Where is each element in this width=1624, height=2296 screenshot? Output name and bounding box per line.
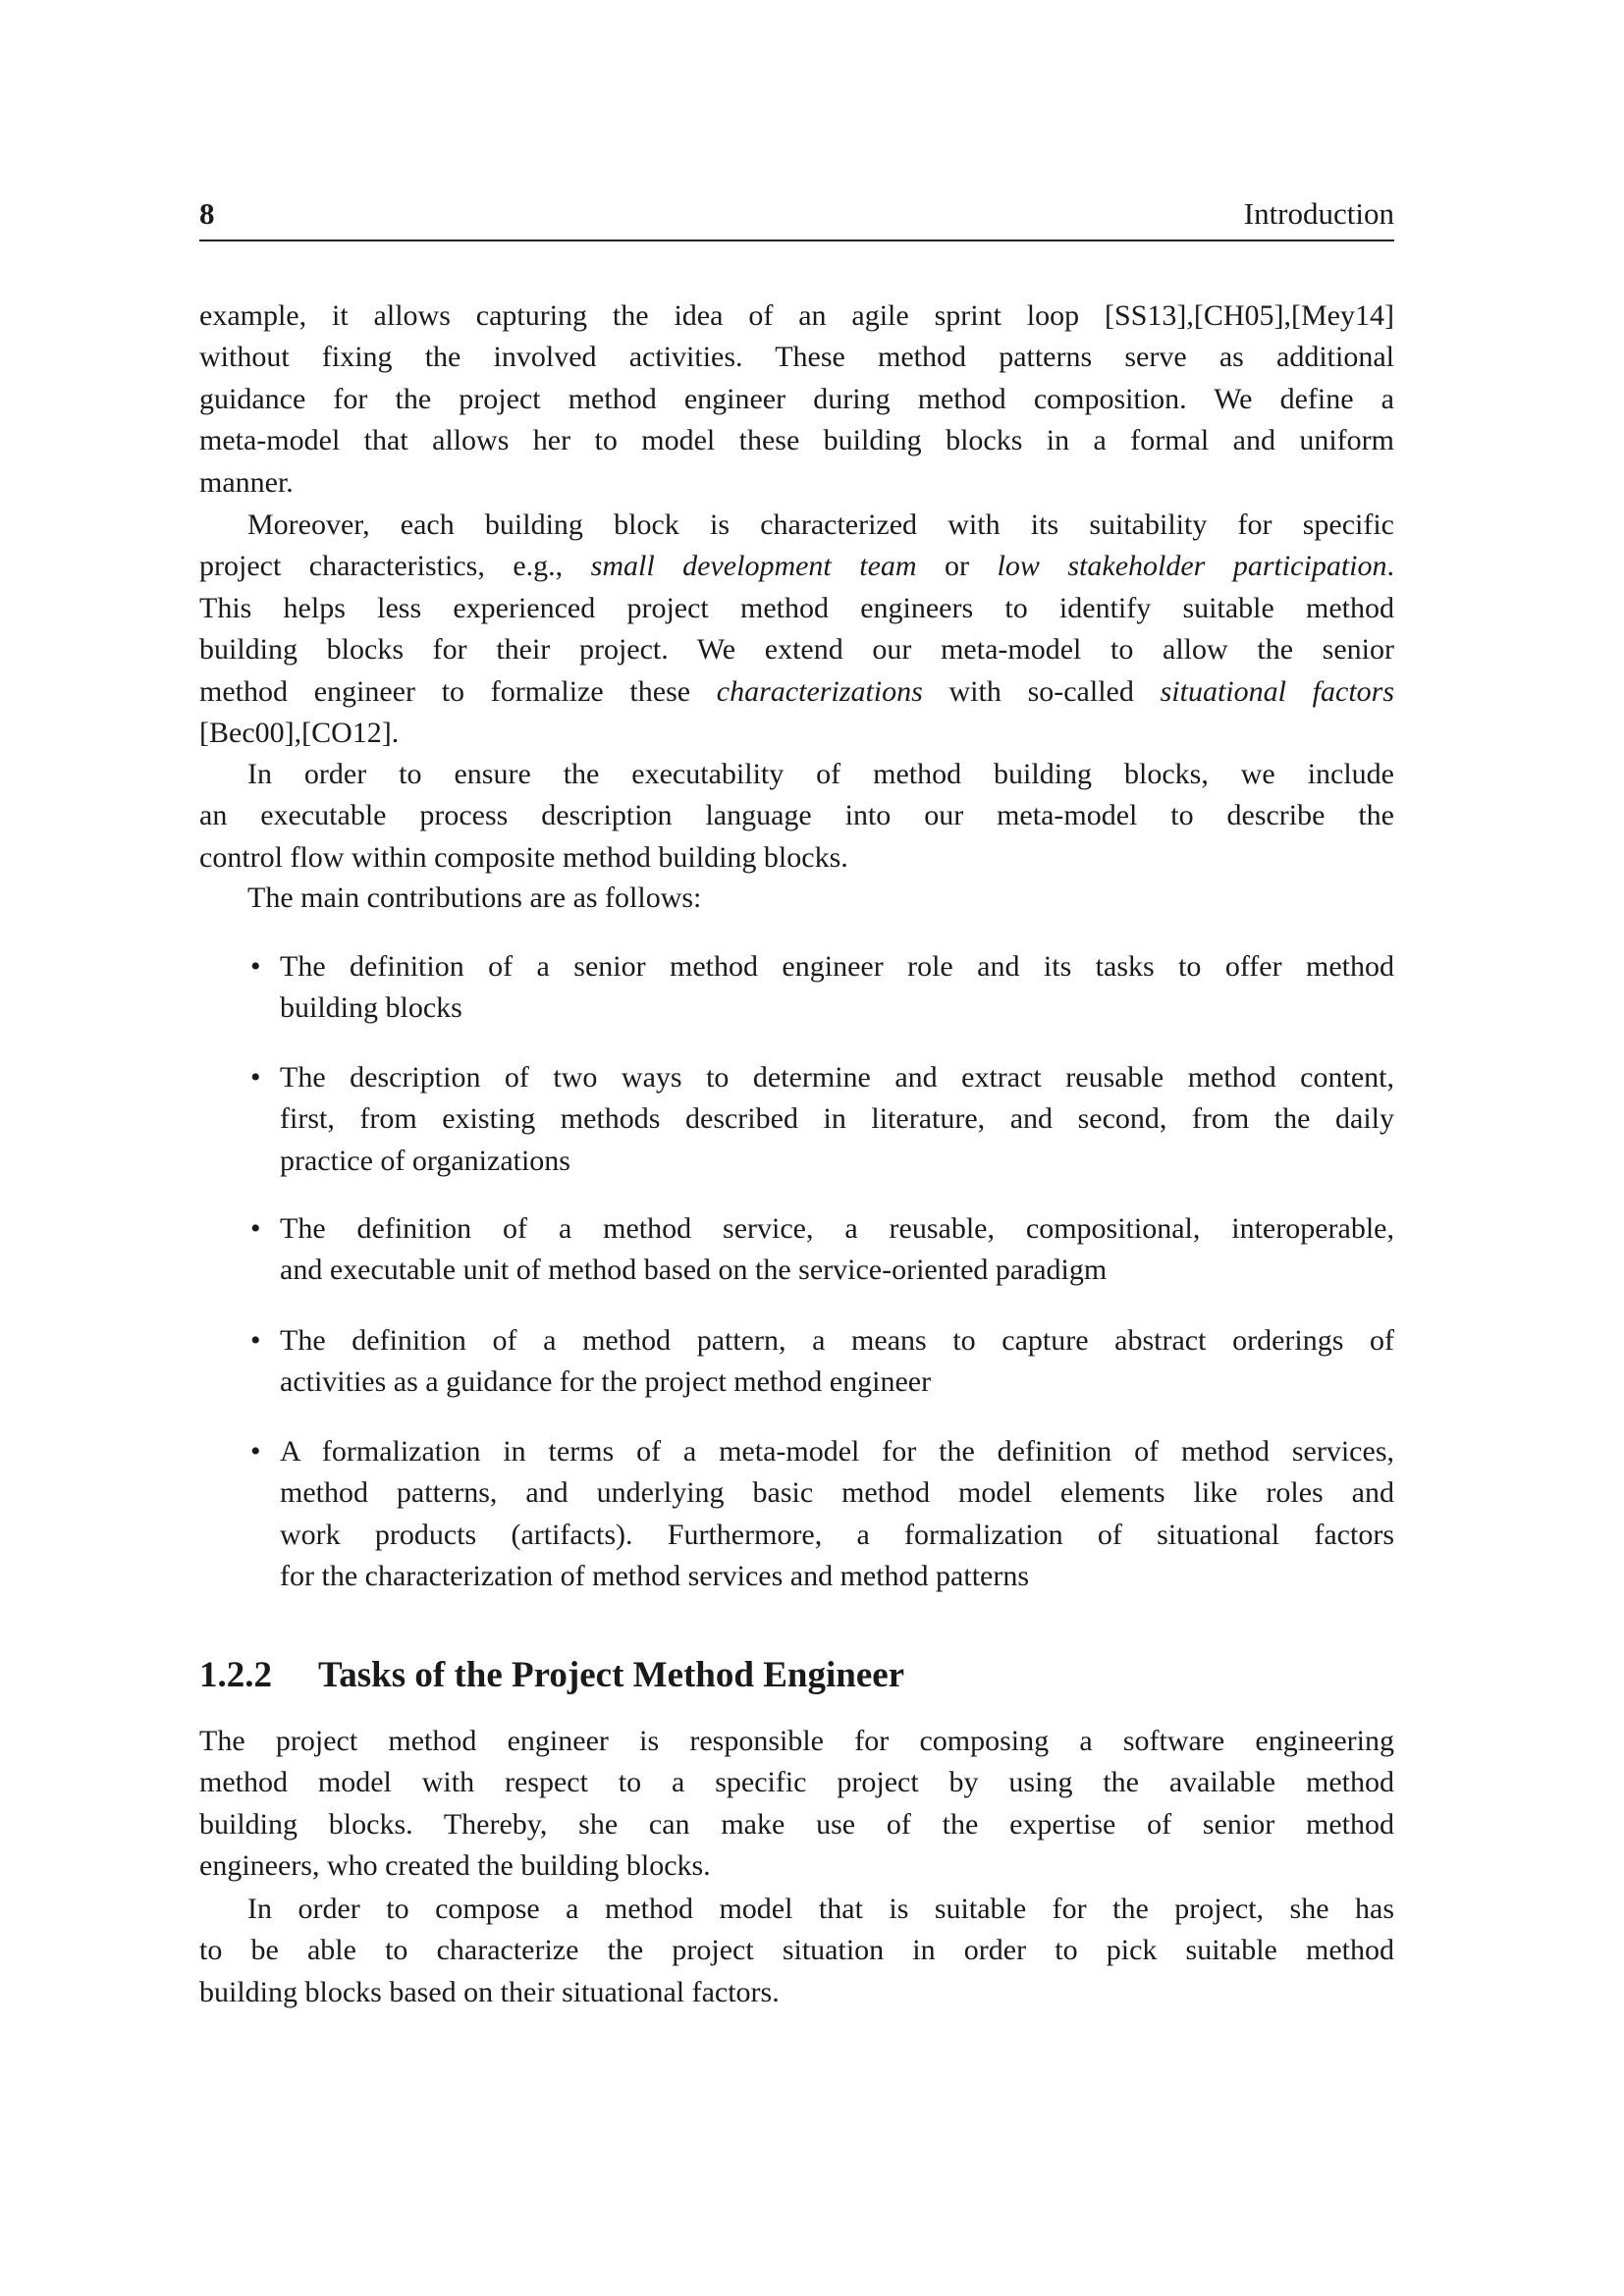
line-text: control flow within composite method building blocks. xyxy=(199,840,848,874)
text-line xyxy=(199,337,1394,378)
line-text: to be able to characterize the project situation in order to pick suitable method xyxy=(199,1934,1394,1967)
text-line xyxy=(199,878,1394,919)
line-text: for the characterization of method services and method patterns xyxy=(280,1560,1030,1593)
line-text: with so-called xyxy=(922,674,1161,708)
text-line xyxy=(199,671,1394,713)
paragraph xyxy=(199,878,1394,919)
text-line xyxy=(199,629,1394,670)
line-text: In order to ensure the executability of method building blocks, we include xyxy=(247,758,1394,790)
section-heading xyxy=(199,1654,904,1696)
line-text: without fixing the involved activities. These method patterns serve as additional xyxy=(199,341,1394,374)
text-line xyxy=(199,546,1394,587)
text-line xyxy=(199,505,1394,546)
bullet-item xyxy=(250,946,1394,1030)
bullet-item xyxy=(250,1057,1394,1182)
line-text: engineers, who created the building blocks. xyxy=(199,1849,711,1883)
text-line xyxy=(199,379,1394,420)
line-text: This helps less experienced project method engineers to identify suitable method xyxy=(199,591,1394,624)
line-text: work products (artifacts). Furthermore, a formalization of situational factors xyxy=(280,1518,1394,1551)
bullet-icon: • xyxy=(250,1212,261,1245)
line-text: method engineer to formalize these xyxy=(199,674,717,708)
line-text: activities as a guidance for the project method engineer xyxy=(280,1365,932,1399)
line-text: Moreover, each building block is characterized with its suitability for specific xyxy=(247,508,1394,541)
emphasis-text: situational factors xyxy=(1160,674,1395,708)
line-text: meta-model that allows her to model these building blocks in a formal and uniform xyxy=(199,424,1394,457)
line-text: building blocks. Thereby, she can make use of the expertise of senior method xyxy=(199,1807,1394,1841)
text-line xyxy=(199,462,1394,504)
line-text: first, from existing methods described in literature, and second, from the daily xyxy=(280,1102,1394,1136)
text-line xyxy=(199,1762,1394,1803)
emphasis-text: characterizations xyxy=(716,674,923,708)
bullet-item xyxy=(250,1431,1394,1598)
text-line xyxy=(199,420,1394,461)
text-line xyxy=(199,1845,1394,1887)
bullet-icon: • xyxy=(250,1435,261,1468)
text-line xyxy=(280,1320,1394,1362)
paragraph xyxy=(199,754,1394,879)
text-line xyxy=(280,1208,1394,1250)
paragraph xyxy=(199,505,1394,754)
text-line xyxy=(280,1515,1394,1556)
line-text: an executable process description language into our meta-model to describe the xyxy=(199,799,1394,832)
line-text: . xyxy=(1386,550,1395,583)
text-line xyxy=(280,1431,1394,1472)
text-line xyxy=(199,837,1394,879)
paragraph xyxy=(199,1889,1394,2013)
line-text: The description of two ways to determine and extract reusable method content, xyxy=(280,1061,1394,1094)
text-line xyxy=(280,1362,1394,1403)
text-line xyxy=(199,1972,1394,2013)
line-text: The project method engineer is responsible for composing a software engineering xyxy=(199,1725,1394,1757)
line-text: method model with respect to a specific project by using the available method xyxy=(199,1766,1394,1799)
line-text: building blocks xyxy=(280,991,462,1025)
line-text: project characteristics, e.g., xyxy=(199,550,591,583)
page-number: 8 xyxy=(199,196,215,231)
bullet-icon: • xyxy=(250,1324,261,1357)
line-text: method patterns, and underlying basic method model elements like roles and xyxy=(280,1476,1394,1510)
line-text: In order to compose a method model that is suitable for the project, she has xyxy=(247,1893,1394,1925)
line-text: manner. xyxy=(199,465,294,499)
text-line xyxy=(199,795,1394,836)
line-text: guidance for the project method engineer during method composition. We define a xyxy=(199,382,1394,415)
line-text: or xyxy=(916,550,998,583)
line-text: practice of organizations xyxy=(280,1144,570,1177)
text-line xyxy=(199,1930,1394,1971)
line-text: [Bec00],[CO12]. xyxy=(199,716,400,749)
text-line xyxy=(199,1804,1394,1845)
line-text: The definition of a senior method engineer role and its tasks to offer method xyxy=(280,950,1394,983)
text-line xyxy=(280,1141,1394,1182)
text-line xyxy=(280,988,1394,1029)
line-text: The main contributions are as follows: xyxy=(247,881,702,914)
text-line xyxy=(280,1057,1394,1098)
running-header xyxy=(199,196,1394,241)
text-line xyxy=(199,588,1394,629)
section-number: 1.2.2 xyxy=(199,1655,272,1695)
text-line xyxy=(280,1098,1394,1140)
bullet-item xyxy=(250,1208,1394,1292)
line-text: example, it allows capturing the idea of an agile sprint loop [SS13],[CH05],[Mey14] xyxy=(199,299,1394,332)
line-text: and executable unit of method based on the service-oriented paradigm xyxy=(280,1254,1108,1287)
text-line xyxy=(280,1472,1394,1514)
bullet-icon: • xyxy=(250,1061,261,1094)
text-line xyxy=(199,1889,1394,1930)
line-text: The definition of a method service, a reusable, compositional, interoperable, xyxy=(280,1212,1394,1245)
section-title: Tasks of the Project Method Engineer xyxy=(318,1655,905,1695)
line-text: building blocks based on their situational factors. xyxy=(199,1975,780,2008)
text-line xyxy=(280,1556,1394,1597)
emphasis-text: small development team xyxy=(590,550,917,583)
bullet-item xyxy=(250,1320,1394,1404)
line-text: building blocks for their project. We extend our meta-model to allow the senior xyxy=(199,633,1394,667)
text-line xyxy=(280,1250,1394,1291)
text-line xyxy=(199,1721,1394,1762)
bullet-icon: • xyxy=(250,950,261,983)
paragraph xyxy=(199,1721,1394,1888)
text-line xyxy=(199,295,1394,337)
text-line xyxy=(199,754,1394,795)
paragraph xyxy=(199,295,1394,504)
line-text: A formalization in terms of a meta-model for the definition of method services, xyxy=(280,1435,1394,1468)
emphasis-text: low stakeholder participation xyxy=(997,550,1387,583)
text-line xyxy=(280,946,1394,988)
chapter-title: Introduction xyxy=(1243,196,1394,231)
line-text: The definition of a method pattern, a means to capture abstract orderings of xyxy=(280,1324,1394,1357)
text-line xyxy=(199,713,1394,754)
